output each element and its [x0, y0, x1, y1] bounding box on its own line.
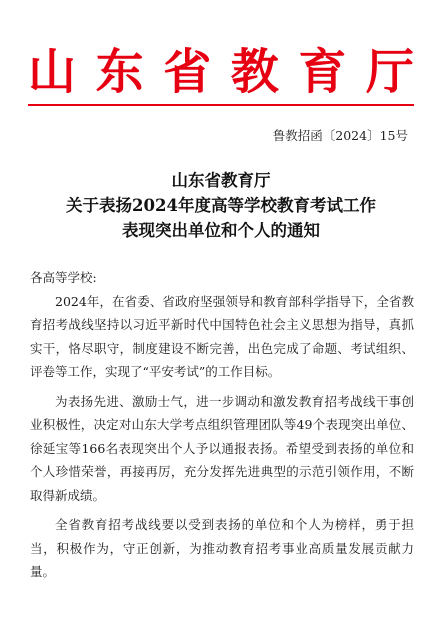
red-divider-line	[28, 104, 414, 106]
body-paragraph-1: 2024年，在省委、省政府坚强领导和教育部科学指导下，全省教育招考战线坚持以习近平新时代中国特色社会主义思想为指导，真抓实干，恪尽职守，制度建设不断完善，出色完成了命题、考试组织、评卷等工作，实现了“平安考试”的工作目标。	[30, 293, 414, 379]
document-body	[30, 266, 414, 590]
header-char: 育	[298, 44, 347, 100]
header-char: 省	[163, 44, 212, 100]
header-char: 厅	[365, 44, 414, 100]
header-char: 东	[95, 44, 144, 100]
title-line-1: 山东省教育厅	[171, 171, 271, 190]
document-title	[0, 168, 442, 243]
body-paragraph-3: 全省教育招考战线要以受到表扬的单位和个人为榜样，勇于担当，积极作为，守正创新，为推动教育招考事业高质量发展贡献力量。	[30, 517, 414, 579]
body-paragraph-2: 为表扬先进、激励士气，进一步调动和激发教育招考战线干事创业积极性，决定对山东大学考点组织管理团队等49个表现突出单位、徐延宝等166名表现突出个人予以通报表扬。希望受到表扬的单位和个人珍惜荣誉，再接再厉，充分发挥先进典型的示范引领作用，不断取得新成绩。	[30, 393, 414, 503]
header-char: 山	[28, 44, 77, 100]
salutation: 各高等学校:	[30, 270, 97, 285]
title-line-3: 表现突出单位和个人的通知	[122, 221, 320, 240]
red-header-org-name	[28, 44, 414, 100]
title-line-2: 关于表扬2024年度高等学校教育考试工作	[66, 196, 376, 215]
header-char: 教	[230, 44, 279, 100]
document-number: 鲁教招函〔2024〕15号	[272, 128, 408, 143]
